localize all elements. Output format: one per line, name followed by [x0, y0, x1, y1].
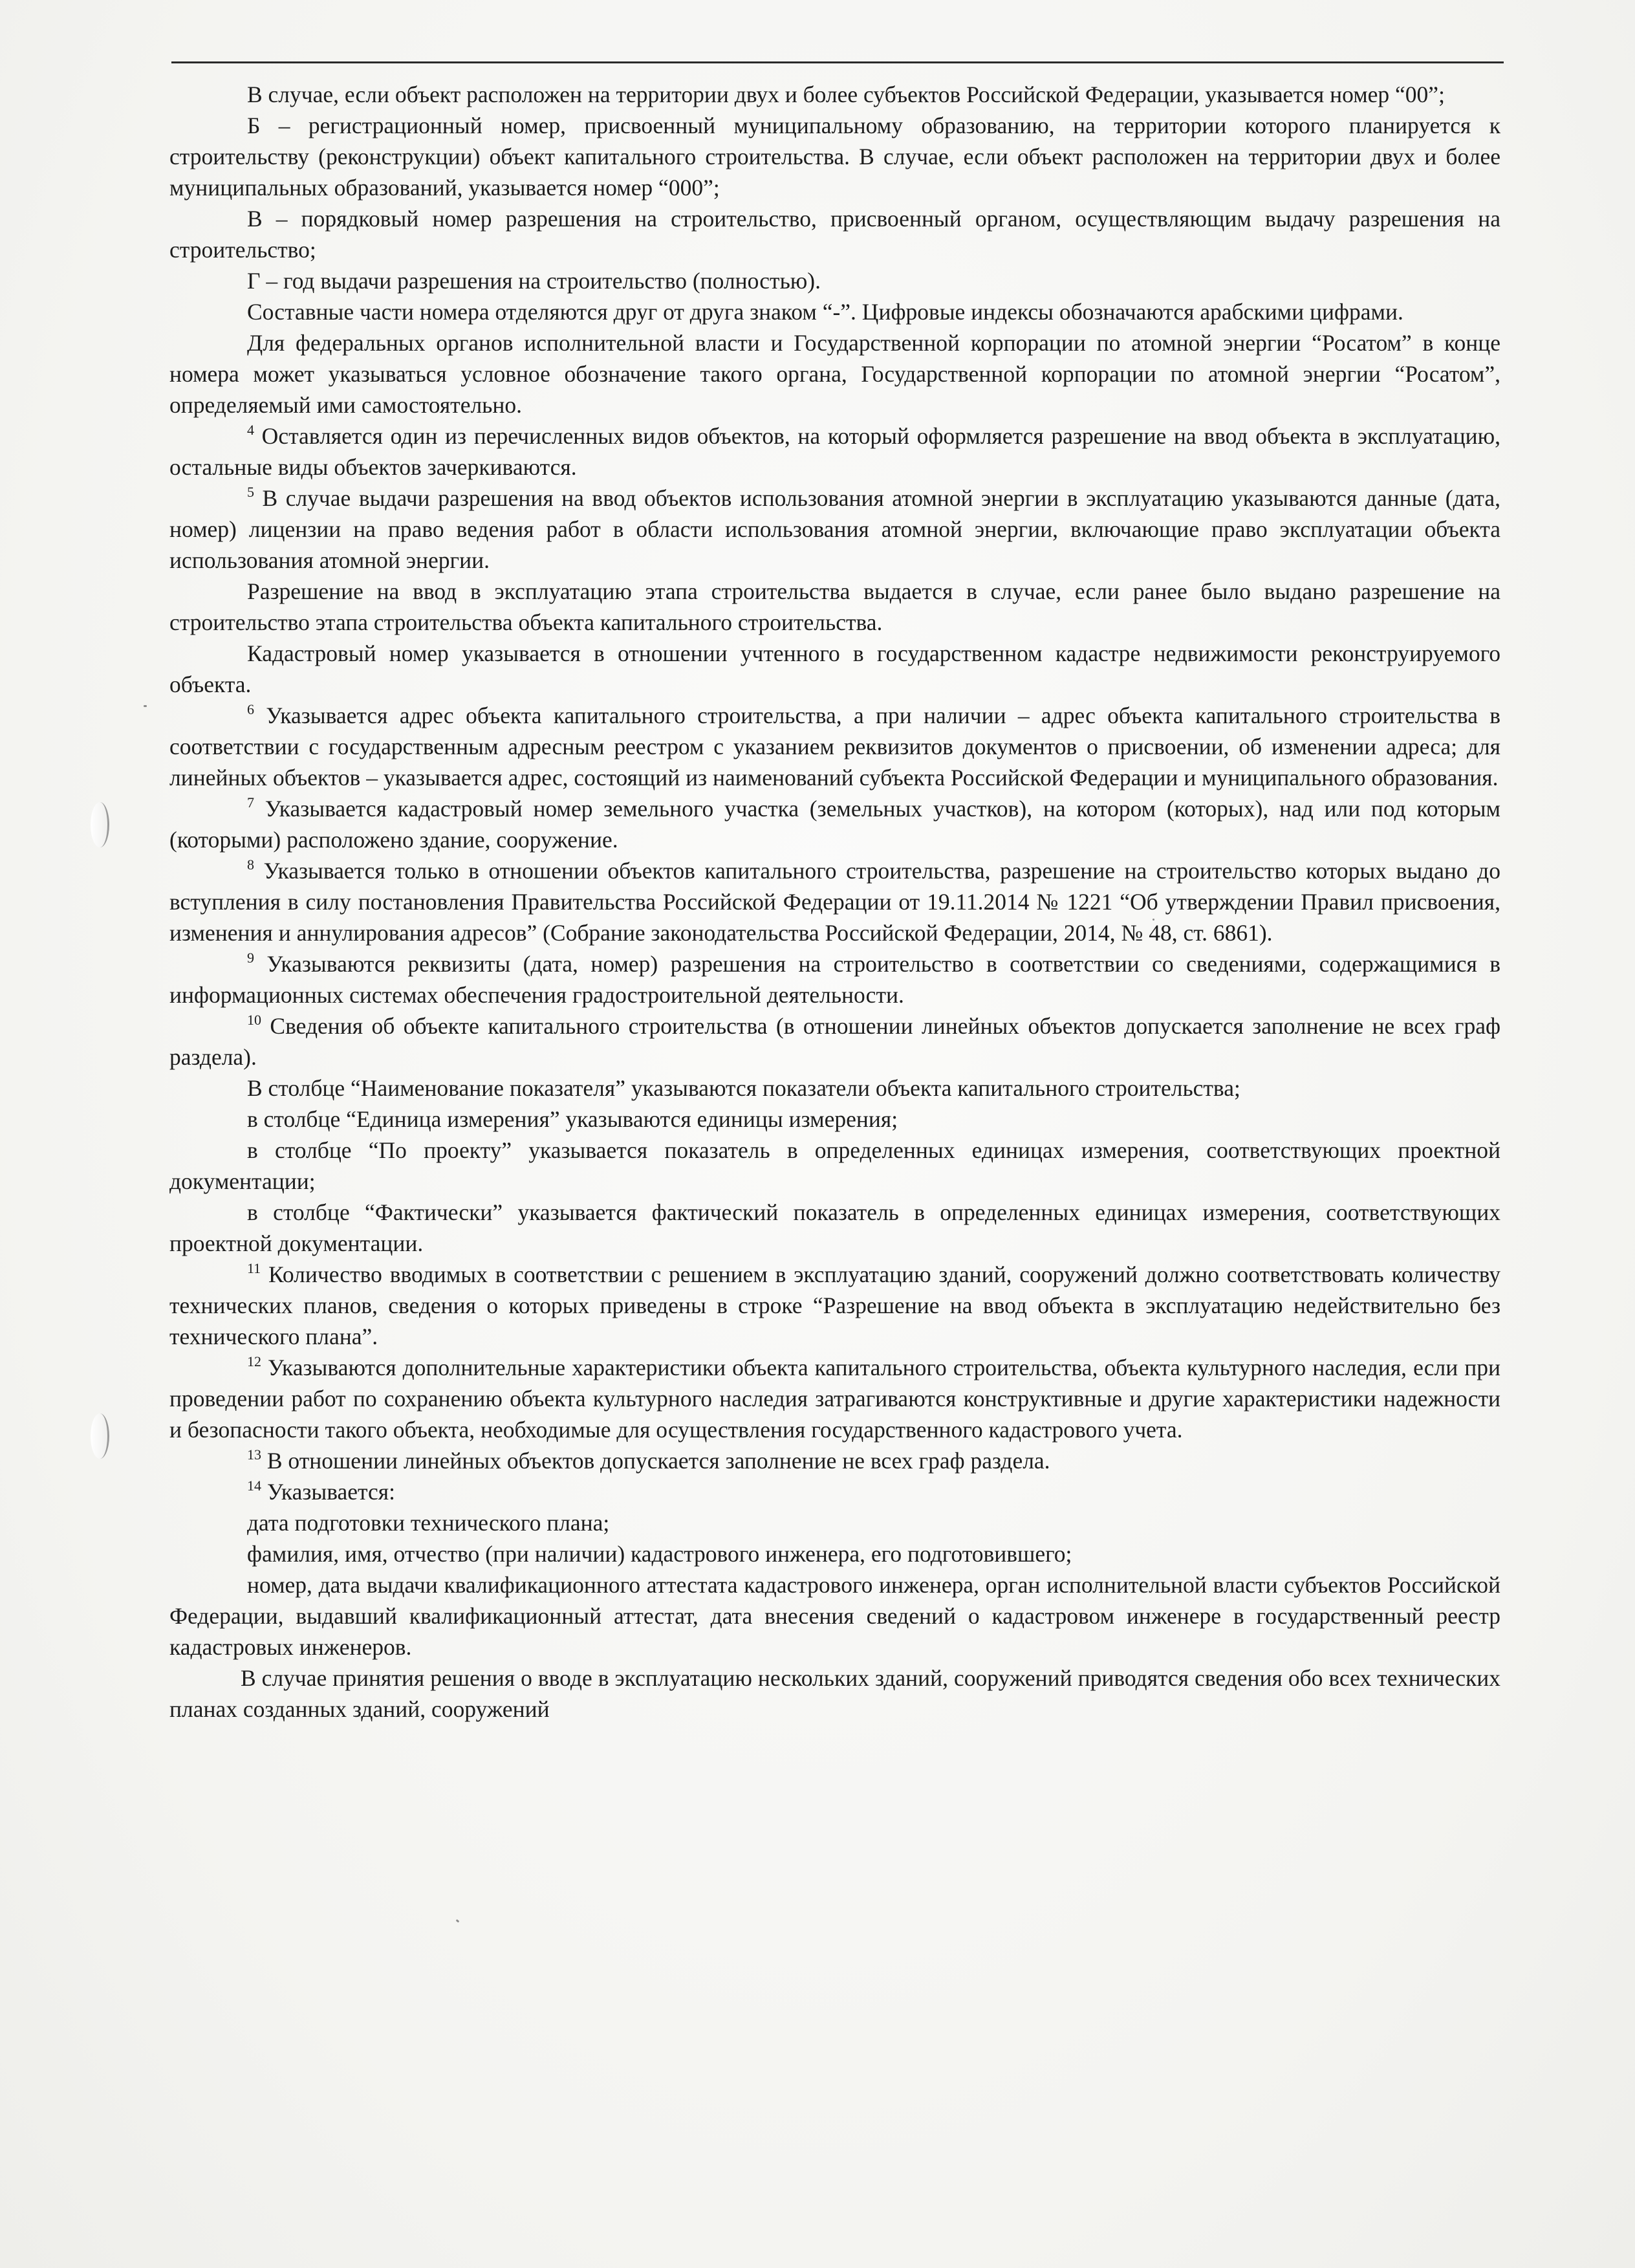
paragraph: номер, дата выдачи квалификационного аттестата кадастрового инженера, орган исполнительной власти субъектов Российской Федерации, выдавший квалификационный аттестат, дата внесения сведений о кадастровом инженере в государственный реестр кадастровых инженеров. — [169, 1572, 1500, 1660]
header-rule — [171, 61, 1504, 63]
footnote-paragraph: $^9$ Указываются реквизиты (дата, номер) разрешения на строительство в соответствии со сведениями, содержащимися в информационных системах обеспечения градостроительной деятельности. — [169, 950, 1500, 1008]
footnote-paragraph: $^{13}$ В отношении линейных объектов допускается заполнение не всех граф раздела. — [247, 1446, 1050, 1474]
footnote-number: 7 — [247, 794, 254, 811]
footnote-paragraph: $^{11}$ Количество вводимых в соответствии с решением в эксплуатацию зданий, сооружений должно соответствовать количеству технических планов, сведения о которых приведены в строке “Разрешение на ввод объекта в эксплуатацию недействительно без технического плана”. — [169, 1260, 1500, 1349]
footnote-number: 13 — [247, 1446, 261, 1463]
paragraph: Составные части номера отделяются друг от друга знаком “-”. Цифровые индексы обозначаются арабскими цифрами. — [247, 299, 1403, 325]
footnote-number: 14 — [247, 1477, 261, 1494]
footnote-paragraph: $^7$ Указывается кадастровый номер земельного участка (земельных участков), на котором (которых), над или под которым (которыми) расположено здание, сооружение. — [169, 794, 1500, 853]
paragraph: Разрешение на ввод в эксплуатацию этапа строительства выдается в случае, если ранее было выдано разрешение на строительство этапа строительства объекта капитального строительства. — [169, 578, 1500, 635]
paragraph: дата подготовки технического плана; — [247, 1510, 610, 1536]
footnote-number: 9 — [247, 950, 254, 966]
footnote-number: 4 — [247, 422, 254, 438]
footnote-number: 5 — [247, 484, 254, 500]
scan-speck — [144, 705, 147, 707]
paragraph: в столбце “По проекту” указывается показатель в определенных единицах измерения, соответствующих проектной документации; — [169, 1137, 1500, 1194]
binder-hole-mark — [91, 1413, 109, 1459]
paragraph: Г – год выдачи разрешения на строительство (полностью). — [247, 268, 821, 294]
footnote-number: 8 — [247, 856, 254, 873]
paragraph: В столбце “Наименование показателя” указываются показатели объекта капитального строительства; — [247, 1075, 1240, 1101]
footnote-number: 10 — [247, 1012, 261, 1028]
binder-hole-mark — [91, 802, 109, 847]
footnotes-text — [169, 79, 1500, 1725]
footnote-paragraph: $^5$ В случае выдачи разрешения на ввод объектов использования атомной энергии в эксплуатацию указываются данные (дата, номер) лицензии на право ведения работ в области использования атомной энергии, включающие право эксплуатации объекта использования атомной энергии. — [169, 484, 1500, 573]
paragraph: Б – регистрационный номер, присвоенный муниципальному образованию, на территории которого планируется к строительству (реконструкции) объект капитального строительства. В случае, если объект расположен на территории двух и более муниципальных образований, указывается номер “000”; — [169, 113, 1500, 201]
paragraph: фамилия, имя, отчество (при наличии) кадастрового инженера, его подготовившего; — [247, 1541, 1072, 1567]
footnote-paragraph: $^{12}$ Указываются дополнительные характеристики объекта капитального строительства, объекта культурного наследия, если при проведении работ по сохранению объекта культурного наследия затрагиваются конструктивные и другие характеристики надежности и безопасности такого объекта, необходимые для осуществления государственного кадастрового учета. — [169, 1353, 1500, 1443]
paragraph: В случае, если объект расположен на территории двух и более субъектов Российской Федерации, указывается номер “00”; — [247, 82, 1445, 107]
footnote-paragraph: $^6$ Указывается адрес объекта капитального строительства, а при наличии – адрес объекта капитального строительства в соответствии с государственным адресным реестром с указанием реквизитов документов о присвоении, об изменении адреса; для линейных объектов – указывается адрес, состоящий из наименований субъекта Российской Федерации и муниципального образования. — [169, 701, 1500, 791]
paragraph: Кадастровый номер указывается в отношении учтенного в государственном кадастре недвижимости реконструируемого объекта. — [169, 640, 1500, 697]
paragraph: Для федеральных органов исполнительной власти и Государственной корпорации по атомной энергии “Росатом” в конце номера может указываться условное обозначение такого органа, Государственной корпорации по атомной энергии “Росатом”, определяемый ими самостоятельно. — [169, 330, 1500, 418]
footnote-paragraph: $^8$ Указывается только в отношении объектов капитального строительства, разрешение на строительство которых выдано до вступления в силу постановления Правительства Российской Федерации от 19.11.2014 № 1221 “Об утверждении Правил присвоения, изменения и аннулирования адресов” (Собрание законодательства Российской Федерации, 2014, № 48, ст. 6861). — [169, 856, 1500, 946]
paragraph: в столбце “Фактически” указывается фактический показатель в определенных единицах измерения, соответствующих проектной документации. — [169, 1199, 1500, 1256]
footnote-paragraph: $^{14}$ Указывается: — [247, 1477, 395, 1505]
footnote-paragraph: $^4$ Оставляется один из перечисленных видов объектов, на который оформляется разрешение на ввод объекта в эксплуатацию, остальные виды объектов зачеркиваются. — [169, 422, 1500, 480]
paragraph: В – порядковый номер разрешения на строительство, присвоенный органом, осуществляющим выдачу разрешения на строительство; — [169, 206, 1500, 263]
footnote-paragraph: $^{10}$ Сведения об объекте капитального строительства (в отношении линейных объектов допускается заполнение не всех граф раздела). — [169, 1012, 1500, 1070]
footnote-number: 6 — [247, 701, 254, 717]
paragraph: в столбце “Единица измерения” указываются единицы измерения; — [247, 1106, 898, 1132]
paragraph: В случае принятия решения о вводе в эксплуатацию нескольких зданий, сооружений приводятся сведения обо всех технических планах созданных зданий, сооружений — [169, 1665, 1500, 1722]
footnote-number: 12 — [247, 1353, 261, 1369]
footnote-number: 11 — [247, 1260, 261, 1276]
